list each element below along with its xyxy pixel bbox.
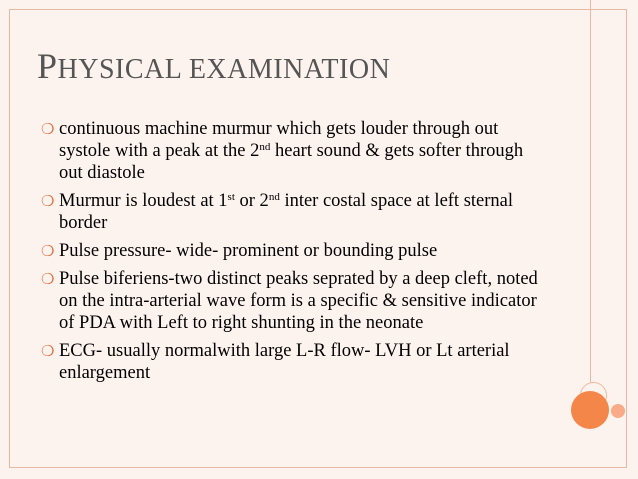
bullet-text: Murmur is loudest at 1 — [59, 191, 228, 211]
bullet-marker-icon: ❍ — [41, 122, 55, 138]
bullet-text: or 2 — [234, 191, 269, 211]
bullet-item — [41, 240, 551, 262]
title-rest: HYSICAL EXAMINATION — [57, 54, 391, 85]
decorative-circle-large — [571, 391, 609, 429]
bullet-list — [41, 118, 551, 390]
bullet-item — [41, 268, 551, 334]
bullet-marker-icon: ❍ — [41, 272, 55, 288]
bullet-item — [41, 340, 551, 384]
decorative-circle-small — [611, 404, 625, 418]
bullet-text: ECG- usually normalwith large L-R flow- LVH or Lt arterial enlargement — [59, 341, 510, 383]
bullet-superscript: nd — [259, 141, 271, 153]
bullet-text: inter costal space at left sternal border — [59, 191, 514, 233]
bullet-marker-icon: ❍ — [41, 194, 55, 210]
title-initial: P — [37, 46, 58, 86]
bullet-text: heart sound & gets softer through out diastole — [59, 141, 524, 183]
bullet-item — [41, 118, 551, 184]
bullet-item — [41, 190, 551, 234]
bullet-marker-icon: ❍ — [41, 244, 55, 260]
bullet-text: Pulse biferiens-two distinct peaks seprated by a deep cleft, noted on the intra-arterial wave form is a specific & sensitive indicator of PDA with Left to right shunting in the neonate — [59, 269, 538, 333]
bullet-marker-icon: ❍ — [41, 344, 55, 360]
decorative-vertical-line — [590, 0, 591, 400]
slide-title — [37, 45, 390, 87]
bullet-superscript: nd — [268, 191, 280, 203]
bullet-text: continuous machine murmur which gets louder through out systole with a peak at the 2 — [59, 119, 499, 161]
bullet-superscript: st — [227, 191, 235, 203]
bullet-text: Pulse pressure- wide- prominent or bounding pulse — [59, 241, 438, 261]
